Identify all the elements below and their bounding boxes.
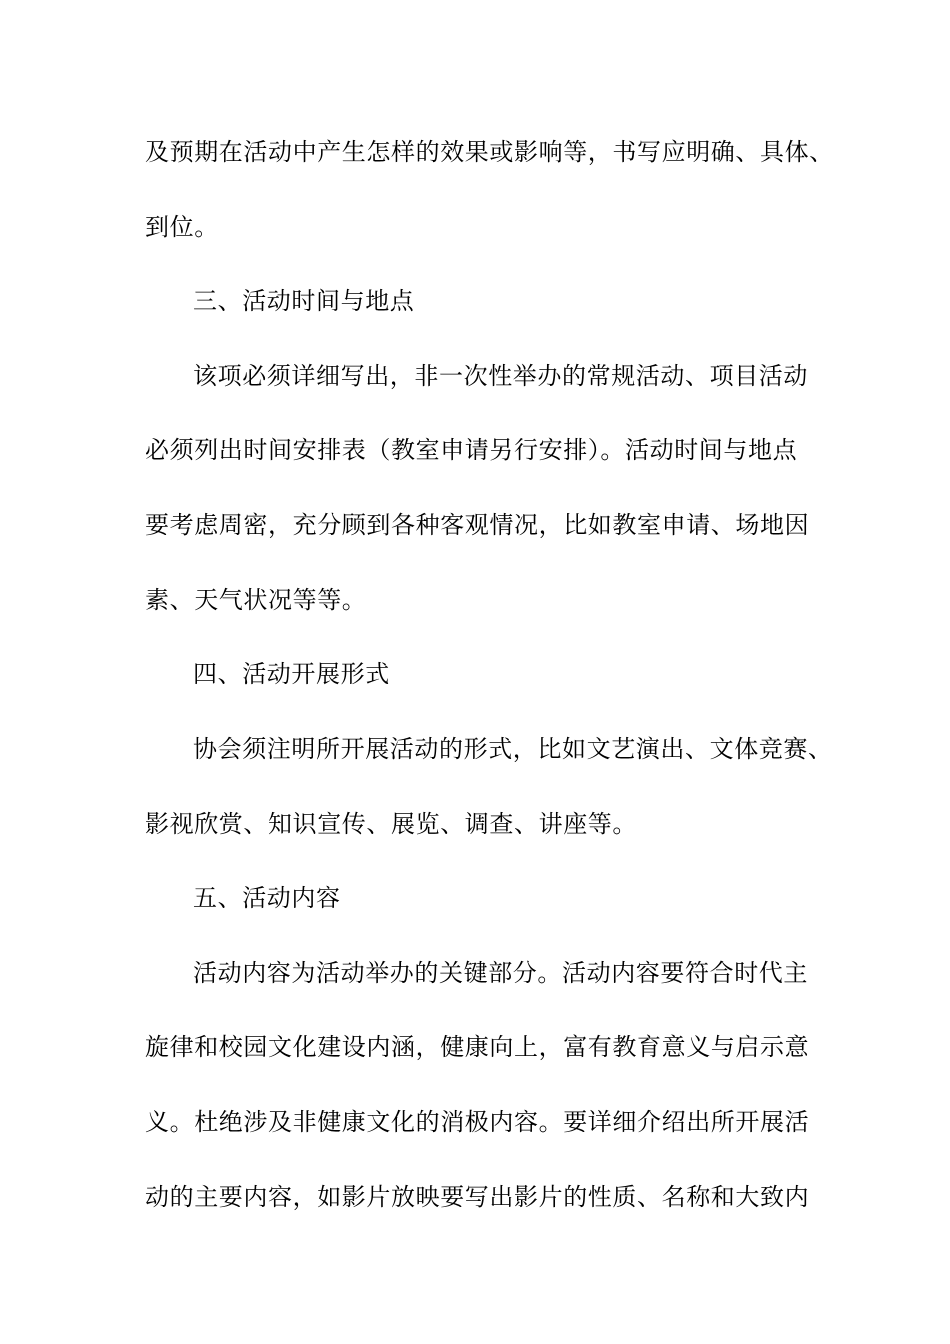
paragraph-line: 影视欣赏、知识宣传、展览、调查、讲座等。 xyxy=(145,810,637,838)
paragraph-line: 该项必须详细写出，非一次性举办的常规活动、项目活动 xyxy=(193,362,808,390)
paragraph-line: 要考虑周密，充分顾到各种客观情况，比如教室申请、场地因 xyxy=(145,511,810,539)
paragraph-line: 及预期在活动中产生怎样的效果或影响等，书写应明确、具体、 xyxy=(145,138,834,166)
paragraph-line: 到位。 xyxy=(145,213,219,241)
paragraph-line: 动的主要内容，如影片放映要写出影片的性质、名称和大致内 xyxy=(145,1183,810,1211)
paragraph-line: 协会须注明所开展活动的形式，比如文艺演出、文体竞赛、 xyxy=(193,735,833,763)
section-heading: 四、活动开展形式 xyxy=(193,660,390,688)
paragraph-line: 素、天气状况等等。 xyxy=(145,586,367,614)
section-heading: 五、活动内容 xyxy=(193,884,341,912)
paragraph-line: 义。杜绝涉及非健康文化的消极内容。要详细介绍出所开展活 xyxy=(145,1108,810,1136)
section-heading: 三、活动时间与地点 xyxy=(193,287,415,315)
paragraph-line: 旋律和校园文化建设内涵，健康向上，富有教育意义与启示意 xyxy=(145,1033,810,1061)
paragraph-line: 活动内容为活动举办的关键部分。活动内容要符合时代主 xyxy=(193,959,808,987)
paragraph-line: 必须列出时间安排表（教室申请另行安排）。活动时间与地点 xyxy=(145,436,798,464)
